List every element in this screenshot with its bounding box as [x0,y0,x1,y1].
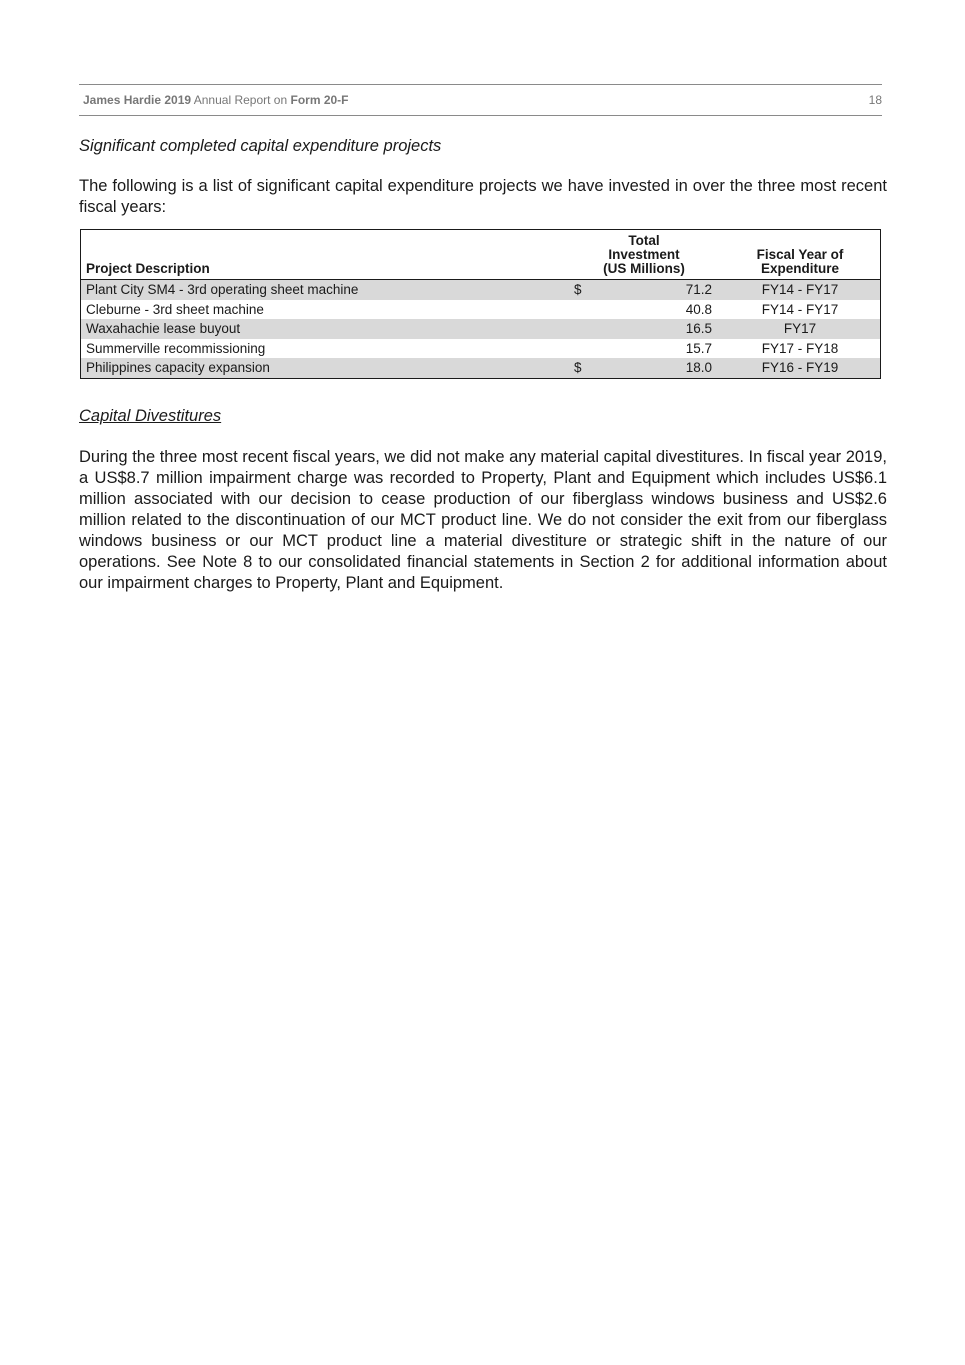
row-amount: 18.0 [587,358,720,378]
row-currency: $ [568,280,587,300]
row-amount: 15.7 [685,340,712,356]
col-investment-header-line2: Investment [608,247,680,262]
header-report: Annual Report on [193,93,288,107]
col-fiscal-header-line1: Fiscal Year of [756,247,844,262]
row-project: Plant City SM4 - 3rd operating sheet machine [81,280,569,300]
row-fiscal: FY17 - FY18 [761,340,839,356]
row-amount: 40.8 [685,301,712,317]
page-header [79,84,882,116]
row-project: Cleburne - 3rd sheet machine [86,301,264,317]
table-row [81,319,881,339]
col-investment-header-line1: Total [628,233,660,248]
table-header-row [81,230,881,280]
divestitures-paragraph: During the three most recent fiscal years, we did not make any material capital divestitures. In fiscal year 2019, a US$8.7 million impairment charge was recorded to Property, Plant and Equipment which includes US$6.1 million associated with our decision to cease production of our fiberglass windows business and US$2.6 million related to the discontinuation of our MCT product line. We do not consider the exit from our fiberglass windows business or our MCT product line a material divestiture or strategic shift in the nature of our operations. See Note 8 to our consolidated financial statements in Section 2 for additional information about our impairment charges to Property, Plant and Equipment. [79,448,887,592]
row-currency [568,339,587,359]
capital-divestitures-heading: Capital Divestitures [79,407,222,425]
row-fiscal: FY14 - FY17 [761,301,839,317]
row-project: Summerville recommissioning [86,340,266,356]
table-row [81,280,881,300]
row-currency [568,300,587,320]
intro-paragraph: The following is a list of significant capital expenditure projects we have invested in over the three most recent fiscal years: [79,177,887,216]
col-project-header: Project Description [81,230,569,280]
header-company: James Hardie 2019 [83,93,192,107]
table-row [81,300,881,320]
page-number: 18 [868,93,882,107]
section-title: Significant completed capital expenditure projects [79,137,442,155]
col-investment-header [568,230,720,280]
header-title [79,93,349,107]
row-fiscal: FY16 - FY19 [720,358,881,378]
row-amount: 16.5 [587,319,720,339]
header-form: Form 20-F [290,93,349,107]
col-fiscal-header [720,230,881,280]
table-row [81,339,881,359]
row-project: Waxahachie lease buyout [81,319,569,339]
row-currency [568,319,587,339]
capex-table [80,229,881,379]
row-fiscal: FY14 - FY17 [720,280,881,300]
row-amount: 71.2 [587,280,720,300]
table-row [81,358,881,378]
row-currency: $ [568,358,587,378]
row-project: Philippines capacity expansion [81,358,569,378]
col-fiscal-header-line2: Expenditure [760,261,839,276]
row-fiscal: FY17 [720,319,881,339]
col-investment-header-line3: (US Millions) [603,261,685,276]
